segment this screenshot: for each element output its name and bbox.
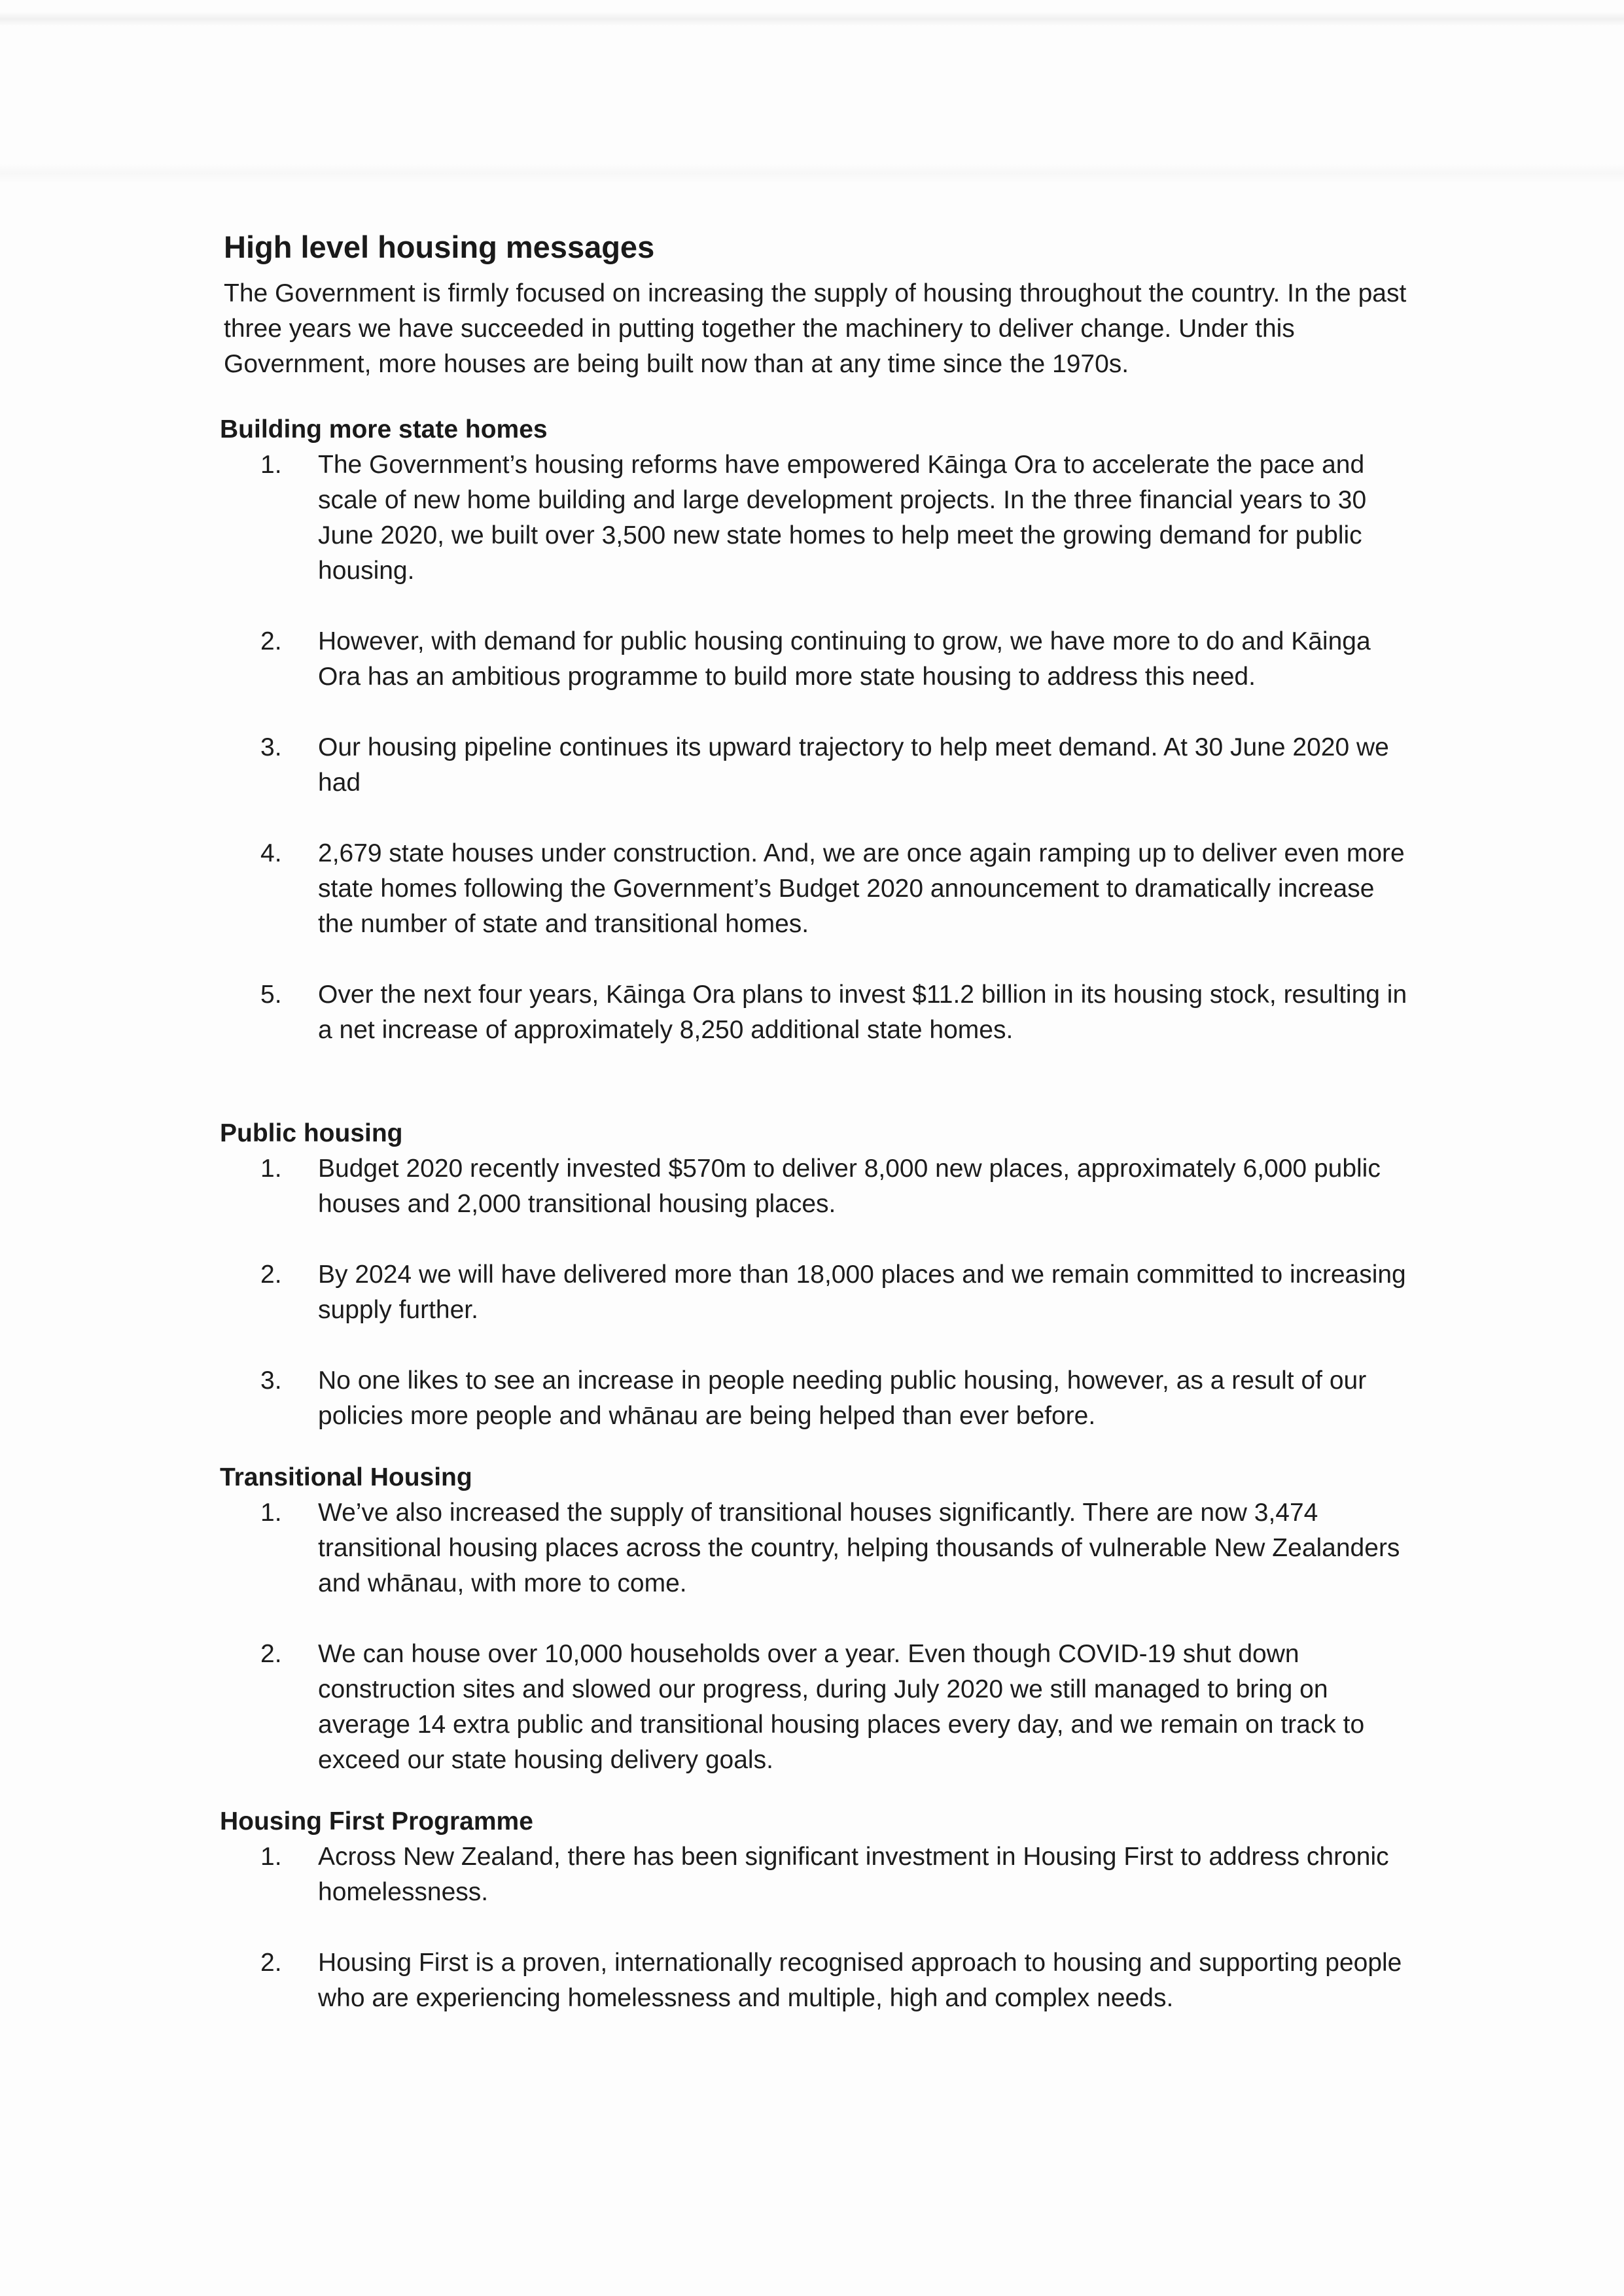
list-item [220,730,1415,801]
numbered-list [220,447,1415,1048]
list-item-text: We can house over 10,000 households over a year. Even though COVID-19 shut down construction sites and slowed our progress, during July 2020 we still managed to bring on average 14 extra public and transitional housing places every day, and we remain on track to exceed our state housing delivery goals. [318,1640,1365,1774]
list-item-text: Budget 2020 recently invested $570m to deliver 8,000 new places, approximately 6,000 public houses and 2,000 transitional housing places. [318,1155,1381,1218]
list-item-number: 2. [260,1261,282,1289]
list-item-number: 3. [260,733,282,761]
section-heading: Building more state homes [220,415,548,444]
page-title: High level housing messages [224,230,655,264]
list-item [220,1257,1415,1328]
numbered-list [220,1495,1415,1778]
list-item [220,1363,1415,1434]
list-item-text: Our housing pipeline continues its upward trajectory to help meet demand. At 30 June 2020 we had [318,733,1389,797]
document-body [220,228,1415,2042]
list-item [220,447,1415,589]
list-item [220,1151,1415,1222]
numbered-list [220,1839,1415,2016]
scan-artifact [0,164,1624,183]
list-item-number: 1. [260,1843,282,1871]
list-item [220,624,1415,695]
list-item-number: 1. [260,451,282,479]
list-item [220,977,1415,1048]
list-item-number: 1. [260,1499,282,1527]
list-item [220,1495,1415,1601]
list-item-text: Housing First is a proven, internationally recognised approach to housing and supporting people who are experiencing homelessness and multiple, high and complex needs. [318,1949,1402,2012]
list-item-number: 3. [260,1366,282,1395]
list-item [220,1839,1415,1910]
section-transitional-housing [220,1460,1415,1778]
section-heading: Transitional Housing [220,1463,472,1491]
numbered-list [220,1151,1415,1434]
list-item [220,1945,1415,2016]
scan-artifact [0,12,1624,26]
list-item-text: Across New Zealand, there has been significant investment in Housing First to address chronic homelessness. [318,1843,1389,1906]
list-item-number: 2. [260,627,282,655]
list-item-number: 2. [260,1640,282,1668]
section-building-more-state-homes [220,412,1415,1048]
list-item-text: We’ve also increased the supply of transitional houses significantly. There are now 3,474 transitional housing places across the country, helping thousands of vulnerable New Zealanders and whānau, with more to come. [318,1499,1400,1597]
section-heading: Public housing [220,1119,403,1147]
list-item-text: Over the next four years, Kāinga Ora plans to invest $11.2 billion in its housing stock, resulting in a net increase of approximately 8,250 additional state homes. [318,981,1407,1044]
list-item-text: 2,679 state houses under construction. And, we are once again ramping up to deliver even more state homes following the Government’s Budget 2020 announcement to dramatically increase the number of state and transitional homes. [318,839,1405,938]
list-item [220,1637,1415,1778]
list-item-text: No one likes to see an increase in people needing public housing, however, as a result of our policies more people and whānau are being helped than ever before. [318,1366,1367,1430]
list-item-text: However, with demand for public housing continuing to grow, we have more to do and Kāinga Ora has an ambitious programme to build more state housing to address this need. [318,627,1371,691]
section-housing-first-programme [220,1804,1415,2016]
list-item-number: 4. [260,839,282,867]
list-item-text: The Government’s housing reforms have empowered Kāinga Ora to accelerate the pace and scale of new home building and large development projects. In the three financial years to 30 June 2020, we built over 3,500 new state homes to help meet the growing demand for public housing. [318,451,1367,585]
list-item-text: By 2024 we will have delivered more than 18,000 places and we remain committed to increasing supply further. [318,1261,1406,1324]
section-public-housing [220,1116,1415,1434]
list-item-number: 5. [260,981,282,1009]
intro-paragraph: The Government is firmly focused on increasing the supply of housing throughout the country. In the past three years we have succeeded in putting together the machinery to deliver change. Under this Government, more houses are being built now than at any time since the 1970s. [224,279,1407,378]
list-item-number: 1. [260,1155,282,1183]
section-heading: Housing First Programme [220,1807,533,1835]
list-item-number: 2. [260,1949,282,1977]
list-item [220,836,1415,942]
